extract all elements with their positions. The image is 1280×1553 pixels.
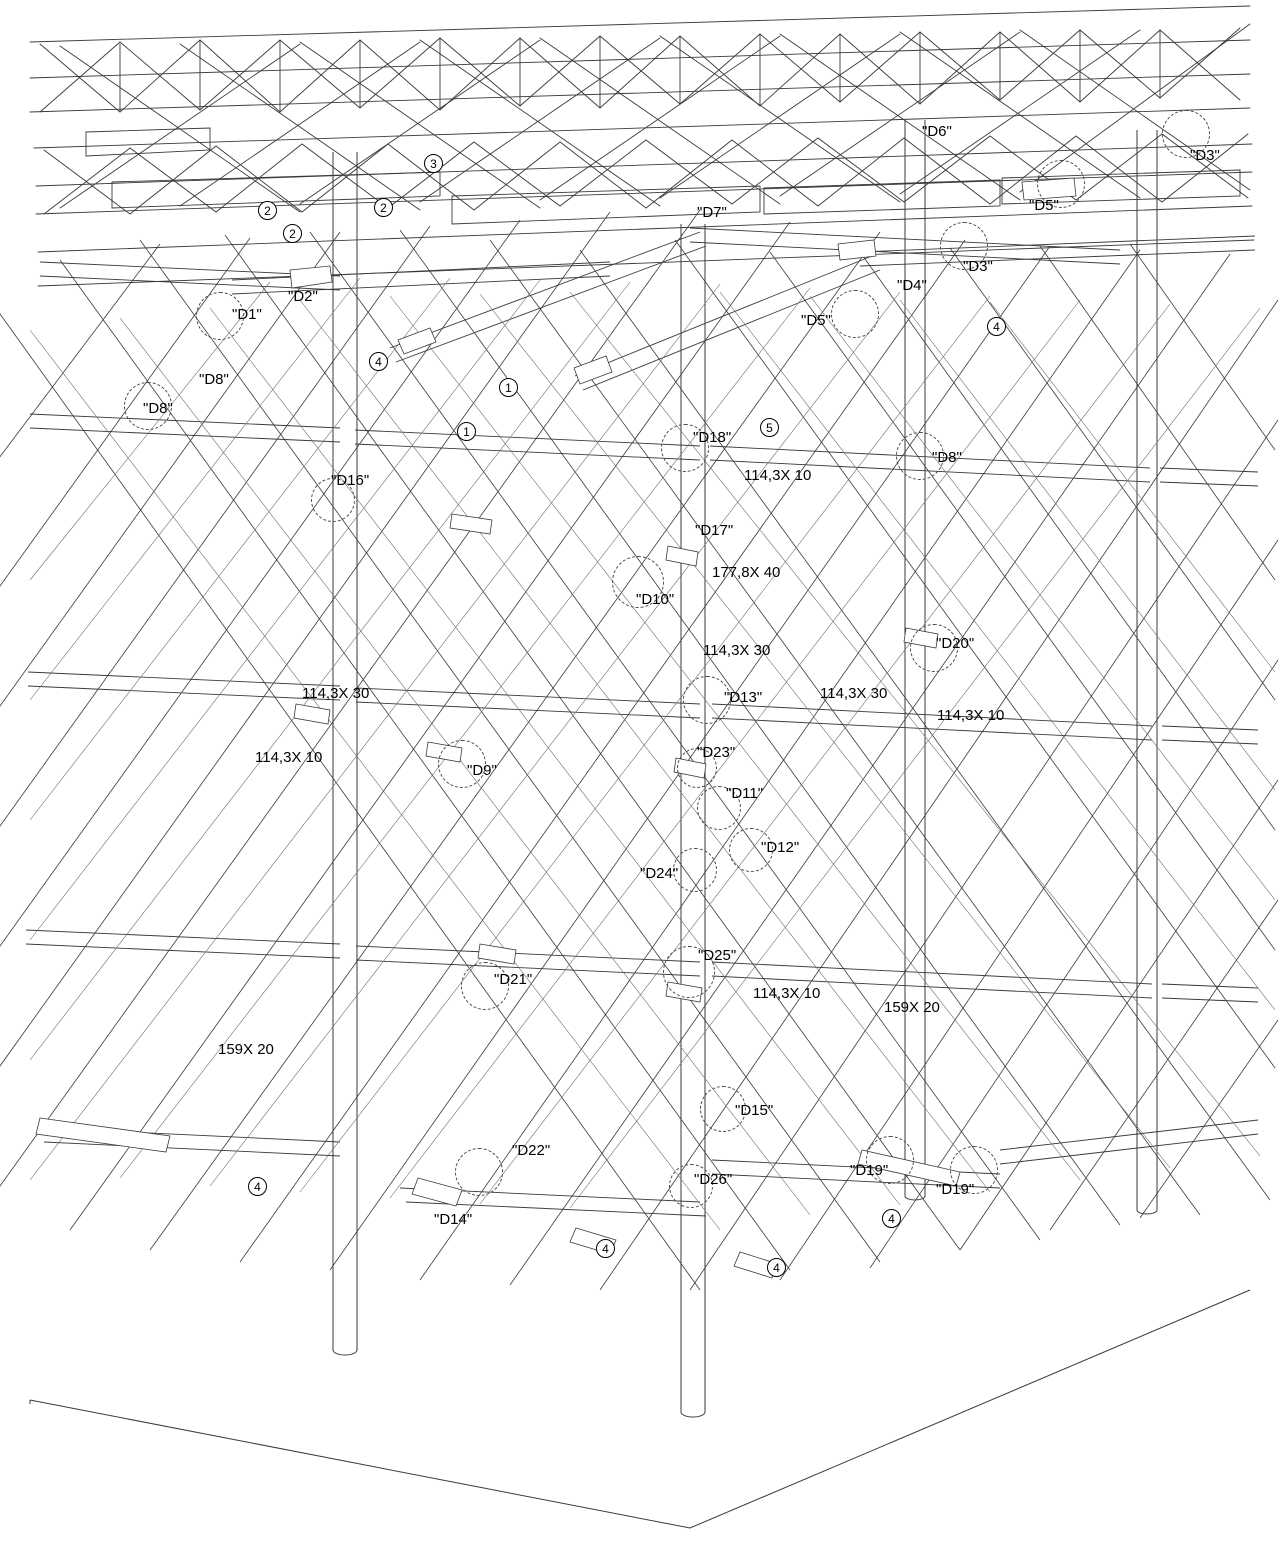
detail-tag-d18[interactable]: "D18" [693, 429, 732, 446]
callout-bubble-2[interactable]: 2 [258, 201, 277, 220]
dimension-label: 159X 20 [884, 999, 940, 1016]
detail-tag-d16[interactable]: "D16" [331, 472, 370, 489]
detail-tag-d19-2[interactable]: "D19" [936, 1181, 975, 1198]
detail-tag-d4[interactable]: "D4" [897, 277, 927, 294]
detail-tag-d3[interactable]: "D3" [1190, 147, 1220, 164]
dimension-label: 114,3X 10 [255, 749, 323, 766]
detail-tag-d22[interactable]: "D22" [512, 1142, 551, 1159]
dimension-label: 114,3X 30 [703, 642, 771, 659]
detail-tag-d24[interactable]: "D24" [640, 865, 679, 882]
dimension-label: 177,8X 40 [712, 564, 781, 581]
detail-tag-d8[interactable]: "D8" [199, 371, 229, 388]
callout-bubble-1[interactable]: 1 [499, 378, 518, 397]
detail-tag-d20[interactable]: "D20" [936, 635, 975, 652]
detail-tag-d8-2[interactable]: "D8" [143, 400, 173, 417]
dimension-label: 114,3X 10 [937, 707, 1005, 724]
detail-circle[interactable] [673, 848, 717, 892]
detail-tag-d9[interactable]: "D9" [467, 762, 497, 779]
callout-bubble-3[interactable]: 3 [424, 154, 443, 173]
callout-bubble-2b[interactable]: 2 [374, 198, 393, 217]
detail-tag-d19[interactable]: "D19" [850, 1162, 889, 1179]
callout-bubble-4b[interactable]: 4 [369, 352, 388, 371]
callout-bubble-4[interactable]: 4 [987, 317, 1006, 336]
dimension-label: 159X 20 [218, 1041, 274, 1058]
detail-tag-d8-3[interactable]: "D8" [932, 449, 962, 466]
detail-tag-d5-2[interactable]: "D5" [801, 312, 831, 329]
callout-bubble-4d[interactable]: 4 [882, 1209, 901, 1228]
ground-plane [30, 1290, 1250, 1528]
detail-tag-d25[interactable]: "D25" [698, 947, 737, 964]
dimension-label: 114,3X 30 [302, 685, 370, 702]
detail-tag-d23[interactable]: "D23" [697, 744, 736, 761]
detail-tag-d17[interactable]: "D17" [695, 522, 734, 539]
detail-tag-d7[interactable]: "D7" [697, 204, 727, 221]
callout-bubble-4f[interactable]: 4 [767, 1258, 786, 1277]
dimension-label: 114,3X 10 [744, 467, 812, 484]
detail-tag-d21[interactable]: "D21" [494, 971, 533, 988]
detail-tag-d12[interactable]: "D12" [761, 839, 800, 856]
detail-tag-d6[interactable]: "D6" [922, 123, 952, 140]
detail-tag-d3-2[interactable]: "D3" [963, 258, 993, 275]
callout-bubble-4c[interactable]: 4 [248, 1177, 267, 1196]
dimension-label: 114,3X 30 [820, 685, 888, 702]
detail-tag-d15[interactable]: "D15" [735, 1102, 774, 1119]
detail-tag-d14[interactable]: "D14" [434, 1211, 473, 1228]
detail-circle[interactable] [455, 1148, 503, 1196]
diamond-lattice-back [30, 278, 1275, 1230]
detail-tag-d1[interactable]: "D1" [232, 306, 262, 323]
roof-truss-group [30, 6, 1254, 286]
detail-tag-d13[interactable]: "D13" [724, 689, 763, 706]
detail-circle[interactable] [831, 290, 879, 338]
callout-bubble-1b[interactable]: 1 [457, 422, 476, 441]
detail-tag-d26[interactable]: "D26" [694, 1171, 733, 1188]
detail-tag-d5[interactable]: "D5" [1029, 197, 1059, 214]
callout-bubble-2c[interactable]: 2 [283, 224, 302, 243]
diamond-lattice-front [0, 210, 1278, 1290]
detail-tag-d2[interactable]: "D2" [288, 288, 318, 305]
detail-tag-d10[interactable]: "D10" [636, 591, 675, 608]
callout-bubble-5[interactable]: 5 [760, 418, 779, 437]
callout-bubble-4e[interactable]: 4 [596, 1239, 615, 1258]
detail-tag-d11[interactable]: "D11" [726, 785, 764, 802]
dimension-label: 114,3X 10 [753, 985, 821, 1002]
